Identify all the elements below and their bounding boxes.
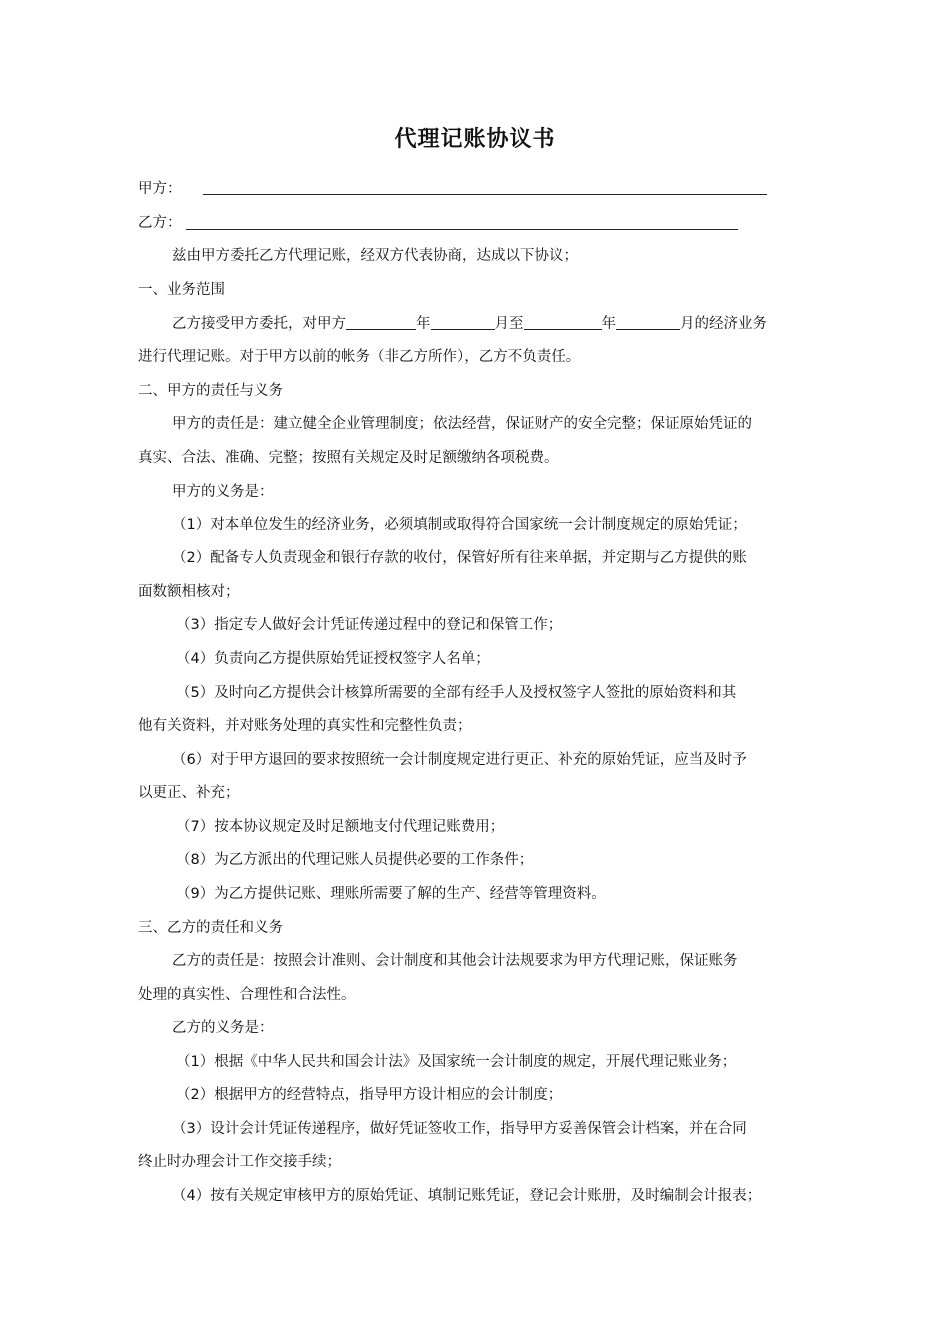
party-b-duty-item: （4）按有关规定审核甲方的原始凭证、填制记账凭证，登记会计账册，及时编制会计报表； — [172, 1188, 762, 1204]
party-b-duty-item: （1）根据《中华人民共和国会计法》及国家统一会计制度的规定，开展代理记账业务； — [176, 1054, 737, 1070]
start-month-blank — [431, 313, 495, 330]
party-b-responsibility-2: 处理的真实性、合理性和合法性。 — [138, 987, 356, 1003]
party-a-duty-item: （9）为乙方提供记账、理账所需要了解的生产、经营等管理资料。 — [176, 886, 606, 902]
party-a-duty-item: （3）指定专人做好会计凭证传递过程中的登记和保管工作； — [176, 617, 563, 633]
party-a-duty-item: （4）负责向乙方提供原始凭证授权签字人名单； — [176, 651, 490, 667]
scope-text-b: 年 — [416, 316, 431, 332]
scope-text-c: 月至 — [494, 316, 524, 332]
section-2-heading: 二、甲方的责任与义务 — [138, 383, 283, 399]
party-a-duty-item: （8）为乙方派出的代理记账人员提供必要的工作条件； — [176, 852, 534, 868]
party-a-duty-item: （5）及时向乙方提供会计核算所需要的全部有经手人及授权签字人签批的原始资料和其 — [176, 685, 737, 701]
end-year-blank — [524, 313, 602, 330]
party-a-responsibility-1: 甲方的责任是：建立健全企业管理制度；依法经营，保证财产的安全完整；保证原始凭证的 — [172, 416, 752, 432]
section-3-heading: 三、乙方的责任和义务 — [138, 920, 283, 936]
party-a-duty-item: （1）对本单位发生的经济业务，必须填制或取得符合国家统一会计制度规定的原始凭证； — [172, 517, 747, 533]
section-1-scope-line-2: 进行代理记账。对于甲方以前的帐务（非乙方所作），乙方不负责任。 — [138, 349, 581, 365]
party-b-duty-item: （3）设计会计凭证传递程序，做好凭证签收工作，指导甲方妥善保管会计档案，并在合同 — [172, 1121, 747, 1137]
party-a-blank — [203, 194, 767, 195]
section-1-scope-line — [172, 313, 767, 334]
party-b-duty-item: （2）根据甲方的经营特点，指导甲方设计相应的会计制度； — [176, 1087, 563, 1103]
section-1-heading: 一、业务范围 — [138, 282, 225, 298]
party-a-duty-item-cont: 他有关资料，并对账务处理的真实性和完整性负责； — [138, 718, 472, 734]
scope-text-d: 年 — [601, 316, 616, 332]
end-month-blank — [616, 313, 680, 330]
party-a-label: 甲方： — [138, 181, 182, 197]
start-year-blank — [346, 313, 416, 330]
party-a-duty-item: （7）按本协议规定及时足额地支付代理记账费用； — [176, 819, 505, 835]
party-a-duty-item: （6）对于甲方退回的要求按照统一会计制度规定进行更正、补充的原始凭证，应当及时予 — [172, 752, 747, 768]
party-b-duty-item-cont: 终止时办理会计工作交接手续； — [138, 1154, 341, 1170]
intro-paragraph: 兹由甲方委托乙方代理记账，经双方代表协商，达成以下协议； — [172, 248, 578, 264]
party-a-duty-item-cont: 以更正、补充； — [138, 785, 240, 801]
scope-text-a: 乙方接受甲方委托，对甲方 — [172, 316, 346, 332]
party-a-duty-label: 甲方的义务是： — [172, 484, 274, 500]
party-b-label: 乙方： — [138, 215, 182, 231]
document-title: 代理记账协议书 — [394, 127, 556, 152]
party-a-duty-item-cont: 面数额相核对； — [138, 584, 240, 600]
party-b-responsibility-1: 乙方的责任是：按照会计准则、会计制度和其他会计法规要求为甲方代理记账，保证账务 — [172, 953, 738, 969]
scope-text-e: 月的经济业务 — [680, 316, 767, 332]
party-a-responsibility-2: 真实、合法、准确、完整；按照有关规定及时足额缴纳各项税费。 — [138, 450, 559, 466]
party-b-duty-label: 乙方的义务是： — [172, 1020, 274, 1036]
party-b-blank — [186, 229, 738, 230]
party-a-duty-item: （2）配备专人负责现金和银行存款的收付，保管好所有往来单据，并定期与乙方提供的账 — [172, 550, 747, 566]
